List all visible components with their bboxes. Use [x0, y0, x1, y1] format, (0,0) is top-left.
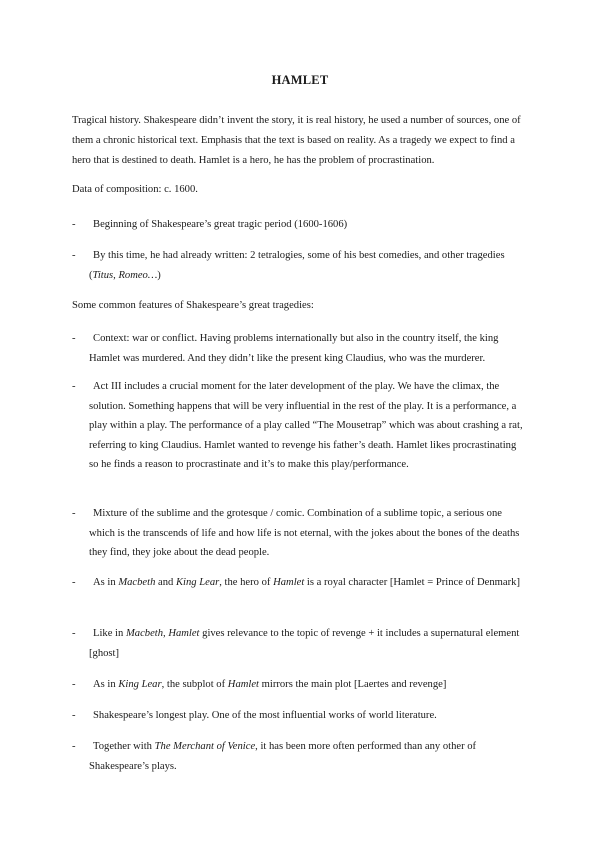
bullet-dash: -	[72, 381, 76, 392]
list-item	[72, 737, 528, 776]
list-item	[72, 246, 528, 285]
bullet-dash: -	[72, 628, 76, 639]
bullet-dash: -	[72, 741, 76, 752]
bullet-text: Like in Macbeth, Hamlet gives relevance to the topic of revenge + it includes a supernatural element [ghost]	[89, 628, 520, 659]
bullet-text: As in King Lear, the subplot of Hamlet mirrors the main plot [Laertes and revenge]	[93, 679, 447, 690]
bullet-text: As in Macbeth and King Lear, the hero of Hamlet is a royal character [Hamlet = Prince of Denmark]	[93, 577, 520, 588]
bullet-dash: -	[72, 679, 76, 690]
bullet-dash: -	[72, 577, 76, 588]
bullet-dash: -	[72, 710, 76, 721]
list-item	[72, 504, 528, 563]
bullet-text: By this time, he had already written: 2 tetralogies, some of his best comedies, and other tragedies (Titus, Romeo…)	[89, 250, 505, 281]
document-page	[72, 0, 528, 848]
bullet-text: Mixture of the sublime and the grotesque / comic. Combination of a sublime topic, a serious one which is the transcends of life and how life is not eternal, with the jokes about the bones of the deaths they find, they joke about the dead people.	[89, 508, 520, 558]
bullet-text: Context: war or conflict. Having problems internationally but also in the country itself, the king Hamlet was murdered. And they didn’t like the present king Claudius, who was the murderer.	[89, 333, 499, 364]
bullet-dash: -	[72, 219, 76, 230]
composition-date: Data of composition: c. 1600.	[72, 184, 198, 195]
bullet-dash: -	[72, 508, 76, 519]
bullet-text: Together with The Merchant of Venice, it has been more often performed than any other of Shakespeare’s plays.	[89, 741, 477, 772]
list-item	[72, 675, 528, 695]
document-title: HAMLET	[271, 73, 329, 87]
list-item	[72, 573, 528, 593]
list-item	[72, 624, 528, 663]
features-heading: Some common features of Shakespeare’s great tragedies:	[72, 300, 314, 311]
list-item	[72, 377, 528, 475]
bullet-text: Act III includes a crucial moment for the later development of the play. We have the climax, the solution. Something happens that will be very influential in the rest of the play. It is a performance, a play within a play. The performance of a play called “The Mousetrap” which was about crashing a rat, referring to king Claudius. Hamlet wanted to revenge his father’s death. Hamlet likes procrastinating so he finds a reason to procrastinate and it’s to make this play/performance.	[89, 381, 523, 470]
intro-paragraph: Tragical history. Shakespeare didn’t invent the story, it is real history, he used a number of sources, one of them a chronic historical text. Emphasis that the text is based on reality. As a tragedy we expect to find a hero that is destined to death. Hamlet is a hero, he has the problem of procrastination.	[72, 115, 521, 166]
bullet-text: Beginning of Shakespeare’s great tragic period (1600-1606)	[93, 219, 348, 230]
bullet-dash: -	[72, 250, 76, 261]
list-item	[72, 215, 528, 235]
list-item	[72, 329, 528, 368]
bullet-text: Shakespeare’s longest play. One of the most influential works of world literature.	[93, 710, 437, 721]
bullet-dash: -	[72, 333, 76, 344]
list-item	[72, 706, 528, 726]
